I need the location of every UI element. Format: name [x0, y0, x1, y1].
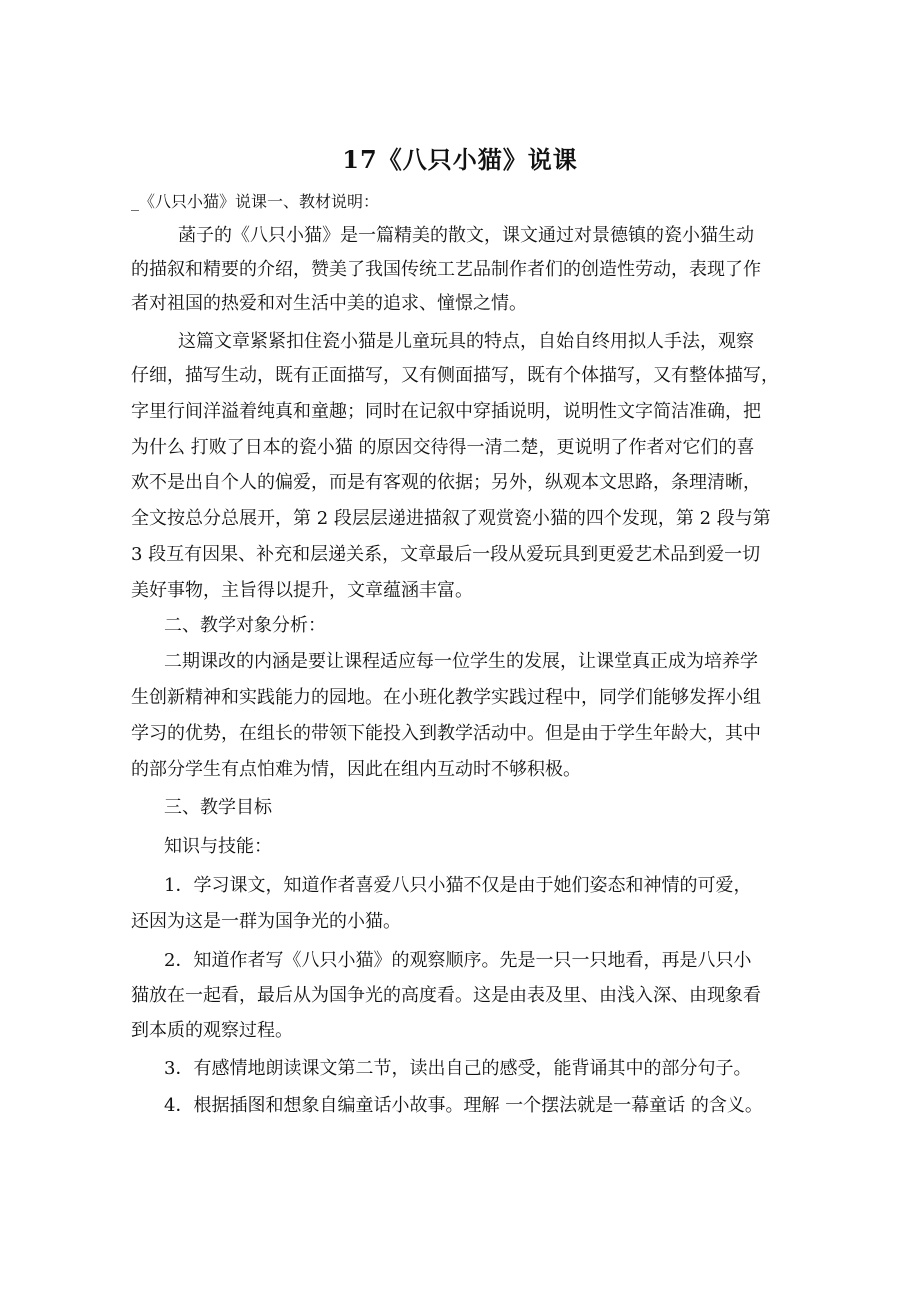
subtitle-line: _《八只小猫》说课一、教材说明： — [131, 192, 380, 211]
section-heading: 三、教学目标 — [164, 797, 272, 818]
paragraph-line: 学习的优势，在组长的带领下能投入到教学活动中。但是由于学生年龄大，其中 — [131, 723, 761, 744]
paragraph-line: 生创新精神和实践能力的园地。在小班化教学实践过程中，同学们能够发挥小组 — [131, 687, 761, 708]
paragraph-line: 仔细，描写生动，既有正面描写，又有侧面描写，既有个体描写，又有整体描写， — [131, 365, 779, 386]
paragraph-line: 的描叙和精要的介绍，赞美了我国传统工艺品制作者们的创造性劳动，表现了作 — [131, 259, 761, 280]
list-item-continuation: 到本质的观察过程。 — [131, 1020, 293, 1041]
paragraph-line: 者对祖国的热爱和对生活中美的追求、憧憬之情。 — [131, 293, 527, 314]
subsection-heading: 知识与技能： — [164, 836, 272, 857]
list-item: 3．有感情地朗读课文第二节，读出自己的感受，能背诵其中的部分句子。 — [164, 1058, 752, 1079]
paragraph-line: 的部分学生有点怕难为情，因此在组内互动时不够积极。 — [131, 759, 581, 780]
paragraph-line: 欢不是出自个人的偏爱，而是有客观的依据；另外，纵观本文思路，条理清晰， — [131, 472, 761, 493]
list-item-continuation: 还因为这是一群为国争光的小猫。 — [131, 911, 401, 932]
paragraph-line: 二期课改的内涵是要让课程适应每一位学生的发展，让课堂真正成为培养学 — [164, 651, 758, 672]
paragraph-line: 美好事物，主旨得以提升，文章蕴涵丰富。 — [131, 580, 473, 601]
list-item-continuation: 猫放在一起看，最后从为国争光的高度看。这是由表及里、由浅入深、由现象看 — [131, 985, 761, 1006]
list-item: 1．学习课文，知道作者喜爱八只小猫不仅是由于她们姿态和神情的可爱， — [164, 875, 752, 896]
paragraph-line: 3 段互有因果、补充和层递关系，文章最后一段从爱玩具到更爱艺术品到爱一切 — [131, 544, 761, 565]
paragraph-line: 菡子的《八只小猫》是一篇精美的散文，课文通过对景德镇的瓷小猫生动 — [178, 225, 754, 246]
paragraph-line: 这篇文章紧紧扣住瓷小猫是儿童玩具的特点，自始自终用拟人手法，观察 — [178, 331, 754, 352]
paragraph-line: 全文按总分总展开，第 2 段层层递进描叙了观赏瓷小猫的四个发现，第 2 段与第 — [131, 508, 771, 529]
document-title: 17《八只小猫》说课 — [342, 145, 578, 174]
paragraph-line: 字里行间洋溢着纯真和童趣；同时在记叙中穿插说明，说明性文字简洁准确，把 — [131, 401, 761, 422]
list-item: 2．知道作者写《八只小猫》的观察顺序。先是一只一只地看，再是八只小 — [164, 950, 752, 971]
section-heading: 二、教学对象分析： — [164, 615, 326, 636]
paragraph-line: 为什么 打败了日本的瓷小猫 的原因交待得一清二楚，更说明了作者对它们的喜 — [131, 437, 755, 458]
list-item: 4．根据插图和想象自编童话小故事。理解 一个摆法就是一幕童话 的含义。 — [164, 1095, 763, 1116]
